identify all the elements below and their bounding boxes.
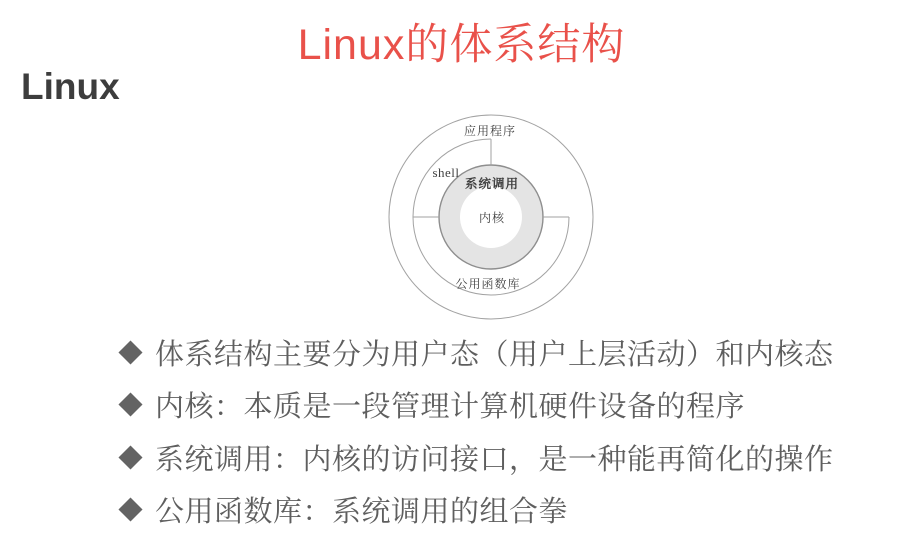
diamond-shape: [118, 498, 142, 522]
list-item: [117, 326, 834, 379]
bullet-text: 体系结构主要分为用户态（用户上层活动）和内核态: [155, 338, 834, 371]
bullet-list: [117, 326, 834, 536]
list-item: [117, 431, 834, 484]
diamond-shape: [118, 393, 142, 417]
label-library: 公用函数库: [455, 277, 521, 291]
list-item: [117, 484, 834, 537]
diamond-bullet-icon: [117, 496, 144, 523]
label-kernel: 内核: [478, 211, 506, 225]
list-item: [117, 379, 834, 432]
diamond-bullet-icon: [117, 391, 144, 418]
label-applications: 应用程序: [463, 124, 517, 138]
page-title: Linux的体系结构: [297, 21, 626, 69]
section-heading: Linux: [21, 66, 120, 107]
linux-architecture-diagram: [380, 107, 602, 328]
diamond-shape: [118, 340, 142, 364]
bullet-text: 系统调用：内核的访问接口，是一种能再简化的操作: [155, 443, 834, 476]
diamond-bullet-icon: [117, 444, 144, 471]
diamond-bullet-icon: [117, 339, 144, 366]
bullet-text: 内核：本质是一段管理计算机硬件设备的程序: [155, 391, 746, 424]
label-system-calls: 系统调用: [464, 177, 520, 191]
label-shell: shell: [432, 165, 460, 180]
diamond-shape: [118, 445, 142, 469]
bullet-text: 公用函数库：系统调用的组合拳: [155, 496, 569, 529]
